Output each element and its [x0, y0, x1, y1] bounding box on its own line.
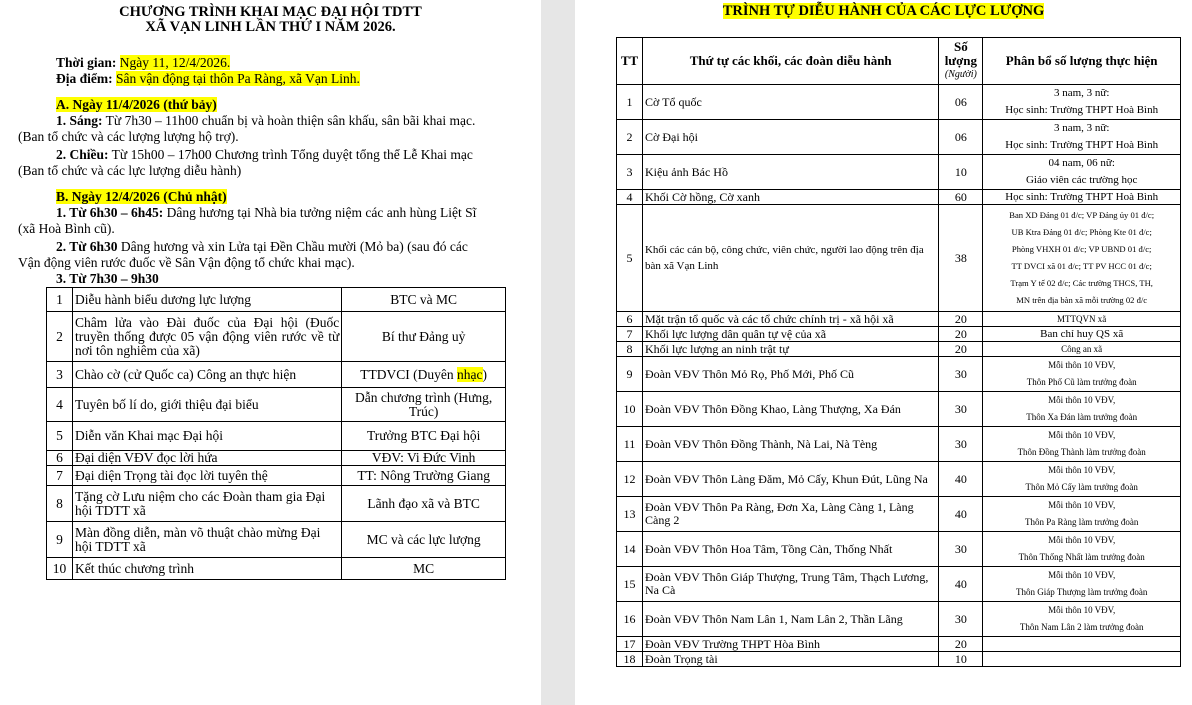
row-qty: 30 — [939, 357, 983, 392]
b2-text-cont: Vận động viên rước đuốc về Sân Vận động tổ chức khai mạc). — [18, 255, 355, 270]
program-resp: VĐV: Vi Đức Vinh — [342, 451, 506, 466]
program-no: 5 — [47, 422, 73, 451]
alloc-line: 3 nam, 3 nữ: — [1053, 122, 1110, 134]
table-row — [617, 205, 1181, 312]
time-value: Ngày 11, 12/4/2026. — [119, 55, 231, 70]
row-qty: 20 — [939, 342, 983, 357]
row-qty: 40 — [939, 497, 983, 532]
alloc-line: Mỗi thôn 10 VĐV, — [1048, 430, 1116, 440]
left-page — [0, 0, 541, 705]
alloc-line: Thôn Xa Đán làm trưởng đoàn — [1026, 412, 1138, 422]
row-no: 2 — [617, 120, 643, 155]
program-item: Tặng cờ Lưu niệm cho các Đoàn tham gia Đại hội TDTT xã — [72, 486, 341, 522]
row-alloc — [983, 462, 1181, 497]
table-row — [617, 357, 1181, 392]
table-row — [617, 462, 1181, 497]
section-b-item2 — [56, 239, 468, 255]
b2-label: 2. Từ 6h30 — [56, 239, 118, 254]
row-no: 13 — [617, 497, 643, 532]
row-qty: 06 — [939, 85, 983, 120]
program-no: 10 — [47, 558, 73, 580]
alloc-line: Mỗi thôn 10 VĐV, — [1048, 465, 1116, 475]
header-qty-label: Số lượng — [944, 39, 978, 68]
row-no: 4 — [617, 190, 643, 205]
row-no: 8 — [617, 342, 643, 357]
b1-text: Dâng hương tại Nhà bia tưởng niệm các anh hùng Liệt Sĩ — [163, 205, 477, 220]
a1-label: 1. Sáng: — [56, 113, 103, 128]
table-row — [47, 388, 506, 422]
a2-text: Từ 15h00 – 17h00 Chương trình Tổng duyệt tổng thể Lễ Khai mạc — [108, 147, 473, 162]
row-no: 6 — [617, 312, 643, 327]
row-no: 9 — [617, 357, 643, 392]
table-row — [617, 497, 1181, 532]
alloc-line: 04 nam, 06 nữ: — [1048, 157, 1115, 169]
row-qty: 06 — [939, 120, 983, 155]
program-resp: BTC và MC — [342, 288, 506, 312]
row-name: Đoàn VĐV Thôn Giáp Thượng, Trung Tâm, Thạch Lương, Na Cà — [642, 567, 938, 602]
table-row — [47, 451, 506, 466]
program-resp-end: ) — [482, 366, 487, 382]
program-item: Chào cờ (cử Quốc ca) Công an thực hiện — [72, 362, 341, 388]
section-a-label: A. Ngày 11/4/2026 (thứ bảy) — [56, 97, 217, 112]
table-row — [617, 602, 1181, 637]
alloc-line: Thôn Phố Cũ làm trưởng đoàn — [1026, 377, 1137, 387]
row-alloc: Học sinh: Trường THPT Hoà Bình — [983, 190, 1181, 205]
row-alloc — [983, 567, 1181, 602]
program-resp-highlight: nhạc — [457, 366, 483, 382]
table-row — [617, 120, 1181, 155]
row-alloc — [983, 652, 1181, 667]
section-a-item1 — [56, 113, 475, 129]
program-no: 7 — [47, 466, 73, 486]
program-title-line2: XÃ VẠN LINH LẦN THỨ I NĂM 2026. — [145, 19, 396, 35]
row-no: 3 — [617, 155, 643, 190]
row-qty: 10 — [939, 652, 983, 667]
alloc-line: Thôn Đồng Thành làm trưởng đoàn — [1017, 447, 1146, 457]
row-alloc — [983, 155, 1181, 190]
program-no: 2 — [47, 312, 73, 362]
program-item: Châm lửa vào Đài đuốc của Đại hội (Đuốc truyền thống được 05 vận động viên rước về từ nơi tôn nghiêm của xã) — [72, 312, 341, 362]
right-page — [575, 0, 1192, 705]
table-row — [617, 652, 1181, 667]
row-no: 18 — [617, 652, 643, 667]
table-row — [617, 85, 1181, 120]
program-table — [46, 287, 506, 580]
row-name: Cờ Tổ quốc — [642, 85, 938, 120]
row-no: 11 — [617, 427, 643, 462]
row-no: 12 — [617, 462, 643, 497]
row-alloc — [983, 357, 1181, 392]
row-alloc — [983, 120, 1181, 155]
alloc-line: Thôn Nam Lân 2 làm trưởng đoàn — [1019, 622, 1144, 632]
row-qty: 20 — [939, 637, 983, 652]
row-qty: 30 — [939, 392, 983, 427]
page-gutter — [541, 0, 575, 705]
row-name: Đoàn Trọng tài — [642, 652, 938, 667]
header-order: Thứ tự các khối, các đoàn diễu hành — [642, 38, 938, 85]
alloc-line: 3 nam, 3 nữ: — [1053, 87, 1110, 99]
program-item: Kết thúc chương trình — [72, 558, 341, 580]
table-row — [47, 522, 506, 558]
alloc-line: Ban XD Đảng 01 đ/c; VP Đảng ủy 01 đ/c; — [1009, 210, 1155, 220]
row-no: 7 — [617, 327, 643, 342]
row-name: Khối Cờ hồng, Cờ xanh — [642, 190, 938, 205]
program-item: Đại diện Trọng tài đọc lời tuyên thệ — [72, 466, 341, 486]
b1-label: 1. Từ 6h30 – 6h45: — [56, 205, 164, 220]
alloc-line: Phòng VHXH 01 đ/c; VP UBND 01 đ/c; — [1011, 244, 1152, 254]
place-label: Địa điểm: — [56, 71, 113, 86]
a2-text-cont: (Ban tổ chức và các lực lượng diễu hành) — [18, 163, 242, 178]
alloc-line: Mỗi thôn 10 VĐV, — [1048, 535, 1116, 545]
table-row — [617, 155, 1181, 190]
row-qty: 30 — [939, 427, 983, 462]
table-header-row — [617, 38, 1181, 85]
b1-text-cont: (xã Hoà Bình cũ). — [18, 221, 115, 236]
header-qty — [939, 38, 983, 85]
row-alloc — [983, 85, 1181, 120]
program-resp: TT: Nông Trường Giang — [342, 466, 506, 486]
section-b-label: B. Ngày 12/4/2026 (Chủ nhật) — [56, 189, 227, 204]
program-item: Diễu hành biểu dương lực lượng — [72, 288, 341, 312]
program-no: 9 — [47, 522, 73, 558]
alloc-line: Mỗi thôn 10 VĐV, — [1048, 360, 1116, 370]
program-no: 3 — [47, 362, 73, 388]
row-name: Đoàn VĐV Thôn Hoa Tâm, Tồng Càn, Thống Nhất — [642, 532, 938, 567]
alloc-line: MN trên địa bàn xã mỗi trường 02 đ/c — [1016, 295, 1148, 305]
table-row — [617, 637, 1181, 652]
alloc-line: Thôn Pa Ràng làm trưởng đoàn — [1024, 517, 1139, 527]
row-qty: 20 — [939, 312, 983, 327]
time-line — [56, 55, 230, 71]
parade-title — [575, 4, 1192, 19]
row-name: Đoàn VĐV Trường THPT Hòa Bình — [642, 637, 938, 652]
row-qty: 38 — [939, 205, 983, 312]
parade-table — [616, 37, 1181, 667]
row-no: 14 — [617, 532, 643, 567]
row-name: Khối các cán bộ, công chức, viên chức, người lao động trên địa bàn xã Vạn Linh — [642, 205, 938, 312]
program-resp: MC và các lực lượng — [342, 522, 506, 558]
row-name: Đoàn VĐV Thôn Đồng Thành, Nà Lai, Nà Tèng — [642, 427, 938, 462]
program-resp — [342, 362, 506, 388]
alloc-line: Thôn Giáp Thượng làm trưởng đoàn — [1016, 587, 1148, 597]
row-alloc — [983, 205, 1181, 312]
row-alloc — [983, 427, 1181, 462]
section-b-item1 — [56, 205, 476, 221]
alloc-line: Thôn Mỏ Cấy làm trưởng đoàn — [1025, 482, 1138, 492]
program-title — [0, 5, 541, 35]
table-row — [617, 427, 1181, 462]
parade-title-text: TRÌNH TỰ DIỄU HÀNH CỦA CÁC LỰC LƯỢNG — [722, 3, 1045, 19]
a1-text: Từ 7h30 – 11h00 chuẩn bị và hoàn thiện sân khấu, sân bãi khai mạc. — [102, 113, 476, 128]
alloc-line: Mỗi thôn 10 VĐV, — [1048, 570, 1116, 580]
row-qty: 20 — [939, 327, 983, 342]
row-alloc — [983, 602, 1181, 637]
section-a-heading — [56, 97, 217, 113]
time-label: Thời gian: — [56, 55, 117, 70]
row-name: Khối lực lượng dân quân tự vệ của xã — [642, 327, 938, 342]
table-row — [617, 567, 1181, 602]
table-row — [47, 558, 506, 580]
alloc-line: Mỗi thôn 10 VĐV, — [1048, 605, 1116, 615]
table-row — [47, 466, 506, 486]
program-resp: MC — [342, 558, 506, 580]
row-no: 5 — [617, 205, 643, 312]
program-no: 1 — [47, 288, 73, 312]
row-alloc: MTTQVN xã — [983, 312, 1181, 327]
row-name: Kiệu ảnh Bác Hồ — [642, 155, 938, 190]
header-alloc: Phân bổ số lượng thực hiện — [983, 38, 1181, 85]
program-no: 6 — [47, 451, 73, 466]
b3-label: 3. Từ 7h30 – 9h30 — [56, 271, 159, 286]
row-no: 10 — [617, 392, 643, 427]
table-row — [617, 312, 1181, 327]
row-no: 15 — [617, 567, 643, 602]
row-qty: 40 — [939, 567, 983, 602]
table-row — [617, 392, 1181, 427]
table-row — [47, 422, 506, 451]
section-b-item3 — [56, 271, 159, 287]
program-resp: Trưởng BTC Đại hội — [342, 422, 506, 451]
alloc-line: Học sinh: Trường THPT Hoà Bình — [1005, 139, 1159, 151]
alloc-line: Học sinh: Trường THPT Hoà Bình — [1005, 104, 1159, 116]
row-name: Đoàn VĐV Thôn Đồng Khao, Làng Thượng, Xa Đán — [642, 392, 938, 427]
row-name: Đoàn VĐV Thôn Mỏ Rọ, Phố Mới, Phố Cũ — [642, 357, 938, 392]
alloc-line: Mỗi thôn 10 VĐV, — [1048, 500, 1116, 510]
program-resp: Lãnh đạo xã và BTC — [342, 486, 506, 522]
row-alloc — [983, 497, 1181, 532]
program-resp: Bí thư Đảng uỷ — [342, 312, 506, 362]
row-name: Khối lực lượng an ninh trật tự — [642, 342, 938, 357]
program-title-line1: CHƯƠNG TRÌNH KHAI MẠC ĐẠI HỘI TDTT — [119, 4, 422, 20]
a2-label: 2. Chiều: — [56, 147, 109, 162]
table-row — [47, 362, 506, 388]
place-line — [56, 71, 360, 87]
program-no: 8 — [47, 486, 73, 522]
program-resp-text: TTDVCI (Duyên — [360, 366, 458, 382]
program-no: 4 — [47, 388, 73, 422]
program-item: Màn đồng diễn, màn võ thuật chào mừng Đại hội TDTT xã — [72, 522, 341, 558]
row-alloc — [983, 637, 1181, 652]
alloc-line: TT DVCI xã 01 đ/c; TT PV HCC 01 đ/c; — [1011, 261, 1152, 271]
program-item: Diễn văn Khai mạc Đại hội — [72, 422, 341, 451]
row-alloc: Ban chỉ huy QS xã — [983, 327, 1181, 342]
section-b-heading — [56, 189, 227, 205]
table-row — [617, 342, 1181, 357]
place-value: Sân vận động tại thôn Pa Ràng, xã Vạn Linh. — [116, 71, 360, 86]
a1-text-cont: (Ban tổ chức và các lượng lượng hộ trợ). — [18, 129, 239, 144]
row-qty: 10 — [939, 155, 983, 190]
table-row — [47, 312, 506, 362]
row-name: Đoàn VĐV Thôn Làng Đăm, Mỏ Cấy, Khun Đút, Lũng Na — [642, 462, 938, 497]
row-no: 17 — [617, 637, 643, 652]
row-alloc — [983, 532, 1181, 567]
row-no: 1 — [617, 85, 643, 120]
row-alloc: Công an xã — [983, 342, 1181, 357]
table-row — [617, 532, 1181, 567]
row-name: Đoàn VĐV Thôn Pa Ràng, Đơn Xa, Làng Càng 1, Làng Càng 2 — [642, 497, 938, 532]
section-a-item2 — [56, 147, 473, 163]
b2-text: Dâng hương và xin Lửa tại Đền Chầu mười (Mỏ ba) (sau đó các — [117, 239, 468, 254]
row-qty: 60 — [939, 190, 983, 205]
row-qty: 30 — [939, 532, 983, 567]
alloc-line: Giáo viên các trường học — [1025, 174, 1138, 186]
row-qty: 40 — [939, 462, 983, 497]
header-qty-unit: (Người) — [944, 69, 977, 80]
program-resp: Dẫn chương trình (Hưng, Trúc) — [342, 388, 506, 422]
row-alloc — [983, 392, 1181, 427]
row-name: Đoàn VĐV Thôn Nam Lân 1, Nam Lân 2, Thần Lãng — [642, 602, 938, 637]
table-row — [47, 486, 506, 522]
row-name: Cờ Đại hội — [642, 120, 938, 155]
table-row — [617, 190, 1181, 205]
row-qty: 30 — [939, 602, 983, 637]
table-row — [47, 288, 506, 312]
header-tt: TT — [617, 38, 643, 85]
table-row — [617, 327, 1181, 342]
alloc-line: Trạm Y tế 02 đ/c; Các trường THCS, TH, — [1010, 278, 1153, 288]
row-name: Mặt trận tổ quốc và các tổ chức chính trị - xã hội xã — [642, 312, 938, 327]
alloc-line: Thôn Thống Nhất làm trưởng đoàn — [1018, 552, 1145, 562]
alloc-line: Mỗi thôn 10 VĐV, — [1048, 395, 1116, 405]
program-item: Đại diện VĐV đọc lời hứa — [72, 451, 341, 466]
row-no: 16 — [617, 602, 643, 637]
program-item: Tuyên bố lí do, giới thiệu đại biểu — [72, 388, 341, 422]
alloc-line: UB Ktra Đảng 01 đ/c; Phòng Kte 01 đ/c; — [1011, 227, 1152, 237]
